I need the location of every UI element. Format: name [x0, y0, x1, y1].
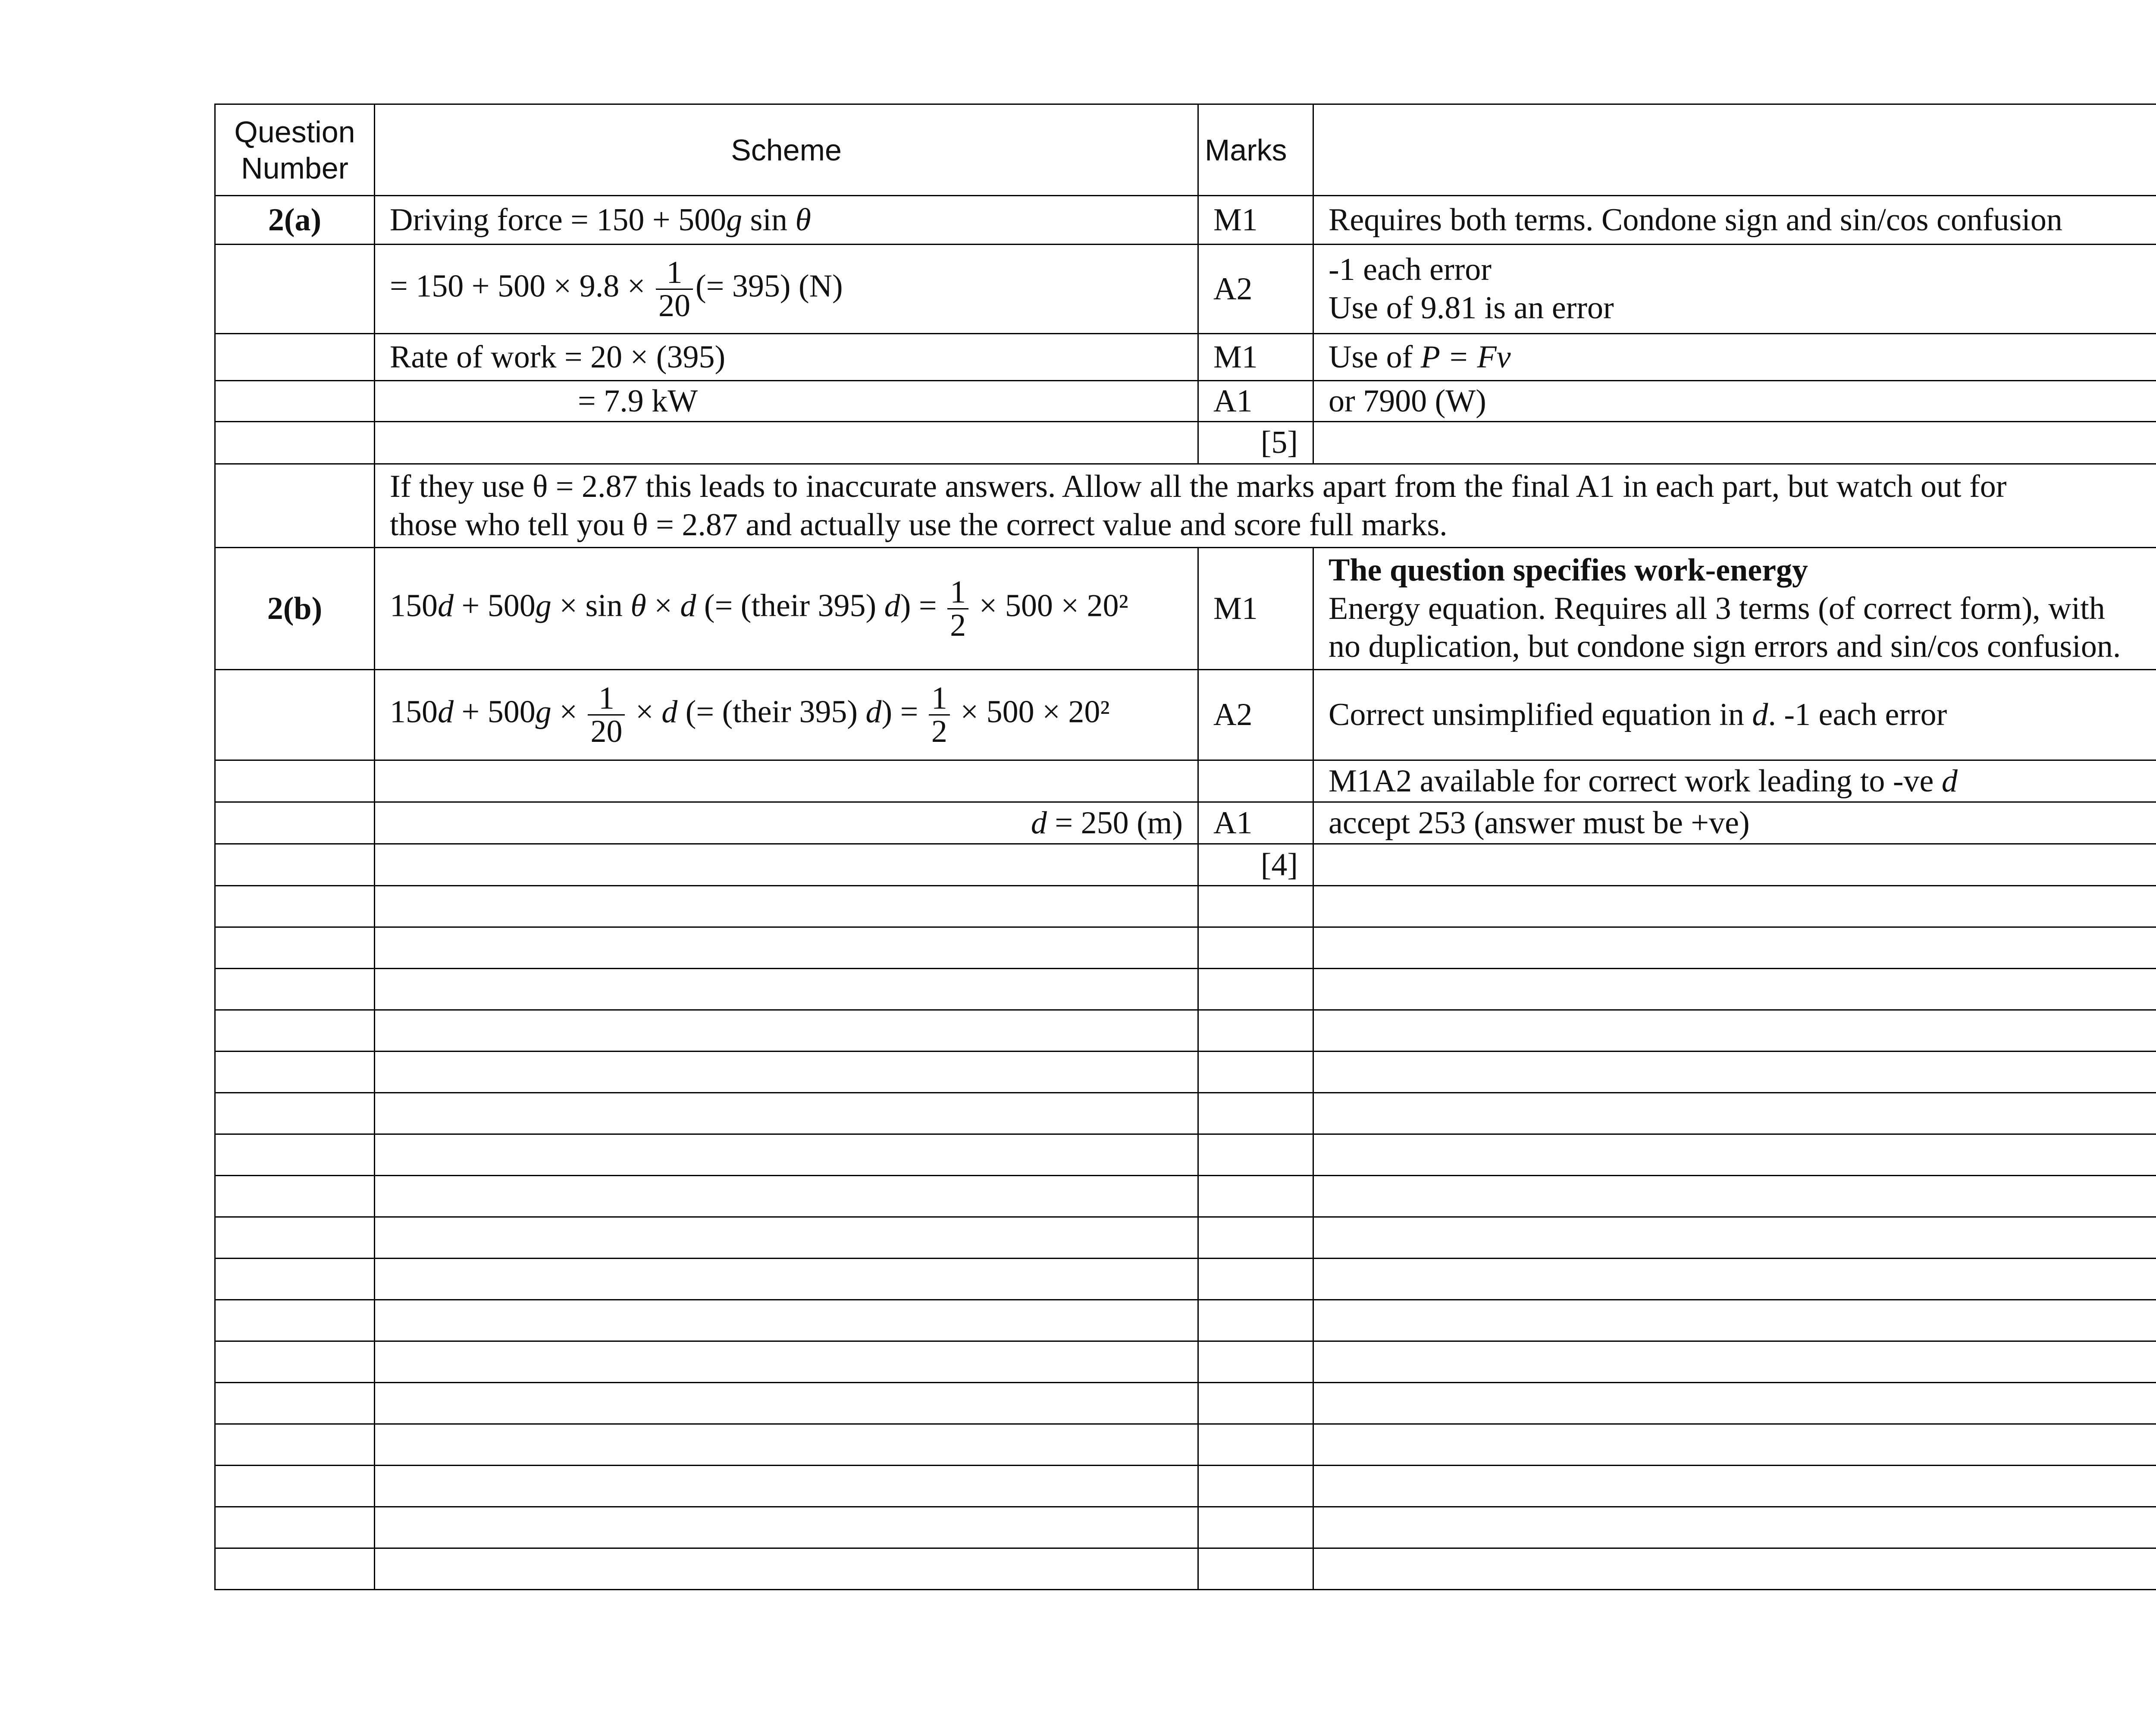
scheme-text: (= (their 395): [677, 694, 866, 730]
note-line: -1 each error: [1329, 252, 1492, 288]
scheme-var: θ: [630, 587, 646, 623]
scheme-text: ) =: [881, 694, 926, 730]
note-cell: [1313, 245, 2156, 334]
scheme-cell: [375, 548, 1198, 670]
scheme-text: + 500: [454, 694, 536, 730]
note-cell: [1313, 334, 2156, 381]
empty-row: [215, 1507, 2156, 1548]
scheme-text: + 500: [454, 587, 536, 623]
fraction-numerator: 1: [588, 682, 625, 716]
scheme-cell: [375, 760, 1198, 802]
question-label: [215, 381, 375, 422]
table-row: [215, 334, 2156, 381]
fraction-numerator: 1: [656, 257, 693, 290]
empty-row: [215, 1300, 2156, 1341]
table-row: [215, 245, 2156, 334]
table-row: [215, 760, 2156, 802]
scheme-text: (= 395) (N): [695, 268, 843, 304]
scheme-var: d: [865, 694, 882, 730]
empty-row: [215, 1383, 2156, 1424]
header-notes: [1313, 104, 2156, 196]
scheme-var: θ: [795, 202, 811, 238]
note-text: Use of: [1329, 339, 1421, 375]
scheme-var: d: [438, 587, 454, 623]
empty-row: [215, 1176, 2156, 1217]
empty-row: [215, 1134, 2156, 1176]
fraction: [947, 576, 968, 641]
note-line: Use of 9.81 is an error: [1329, 290, 1614, 326]
empty-row: [215, 1341, 2156, 1383]
scheme-var: g: [535, 587, 552, 623]
note-text: . -1 each error: [1768, 697, 1947, 733]
mark-cell: A1: [1198, 381, 1313, 422]
mark-cell: A2: [1198, 245, 1313, 334]
empty-row: [215, 1548, 2156, 1590]
mark-cell: M1: [1198, 334, 1313, 381]
empty-row: [215, 1093, 2156, 1134]
table-row: [215, 548, 2156, 670]
note-text: M1A2 available for correct work leading to -ve: [1329, 763, 1942, 799]
note-cell: [1313, 548, 2156, 670]
header-question-number: Question Number: [215, 104, 375, 196]
table-row: [215, 381, 2156, 422]
scheme-text: 150: [390, 587, 438, 623]
empty-row: [215, 1052, 2156, 1093]
scheme-var: d: [680, 587, 696, 623]
empty-row: [215, 1424, 2156, 1466]
mark-scheme-table: [214, 104, 2156, 1590]
header-scheme: Scheme: [375, 104, 1198, 196]
header-marks: Marks: [1198, 104, 1313, 196]
scheme-var: g: [535, 694, 552, 730]
general-note: [375, 464, 2156, 548]
total-marks: [5]: [1198, 422, 1313, 464]
scheme-cell: [375, 245, 1198, 334]
scheme-text: ×: [627, 694, 662, 730]
note-formula: P = Fv: [1420, 339, 1511, 375]
note-cell: [1313, 422, 2156, 464]
mark-cell: M1: [1198, 196, 1313, 245]
note-var: d: [1941, 763, 1958, 799]
scheme-cell: [375, 844, 1198, 886]
scheme-var: d: [884, 587, 900, 623]
note-cell: [1313, 670, 2156, 760]
scheme-var: d: [438, 694, 454, 730]
question-label: [215, 760, 375, 802]
question-label: [215, 670, 375, 760]
question-label: [215, 802, 375, 844]
scheme-cell: [375, 422, 1198, 464]
scheme-text: (= (their 395): [696, 587, 884, 623]
empty-row: [215, 1466, 2156, 1507]
table-row: [215, 422, 2156, 464]
question-label: [215, 245, 375, 334]
total-marks: [4]: [1198, 844, 1313, 886]
fraction: [656, 254, 693, 323]
scheme-text: × 500 × 20²: [971, 587, 1128, 623]
question-label: [215, 334, 375, 381]
table-row: [215, 464, 2156, 548]
note-var: d: [1752, 697, 1768, 733]
header-row: [215, 104, 2156, 196]
note-cell: accept 253 (answer must be +ve): [1313, 802, 2156, 844]
note-cell: [1313, 760, 2156, 802]
fraction-denominator: 2: [931, 714, 947, 749]
fraction-denominator: 20: [658, 288, 690, 323]
scheme-cell: = 7.9 kW: [375, 381, 1198, 422]
table-row: [215, 670, 2156, 760]
fraction-denominator: 2: [950, 607, 966, 643]
scheme-text: = 150 + 500 × 9.8 ×: [390, 268, 653, 304]
scheme-var: d: [1031, 805, 1047, 841]
note-line: no duplication, but condone sign errors and sin/cos confusion.: [1329, 629, 2121, 665]
fraction-numerator: 1: [947, 576, 968, 609]
mark-cell: A1: [1198, 802, 1313, 844]
scheme-text: = 250 (m): [1047, 805, 1183, 841]
note-title: The question specifies work-energy: [1329, 552, 1808, 588]
note-text: Correct unsimplified equation in: [1329, 697, 1752, 733]
empty-row: [215, 969, 2156, 1010]
question-label: [215, 422, 375, 464]
scheme-var: d: [661, 694, 678, 730]
scheme-cell: [375, 802, 1198, 844]
note-line: those who tell you θ = 2.87 and actually use the correct value and score full marks.: [390, 507, 1448, 543]
fraction: [929, 682, 950, 747]
scheme-text: ) =: [900, 587, 945, 623]
fraction: [588, 682, 625, 747]
scheme-var: g: [726, 202, 743, 238]
fraction-denominator: 20: [590, 714, 623, 749]
table-row: [215, 196, 2156, 245]
fraction-numerator: 1: [929, 682, 950, 716]
note-cell: Requires both terms. Condone sign and sin/cos confusion: [1313, 196, 2156, 245]
scheme-cell: Rate of work = 20 × (395): [375, 334, 1198, 381]
scheme-text: 150: [390, 694, 438, 730]
empty-row: [215, 927, 2156, 969]
empty-row: [215, 1217, 2156, 1259]
mark-cell: M1: [1198, 548, 1313, 670]
question-label: 2(b): [215, 548, 375, 670]
scheme-text: ×: [551, 694, 586, 730]
note-line: Energy equation. Requires all 3 terms (of correct form), with: [1329, 590, 2105, 626]
scheme-text: × 500 × 20²: [952, 694, 1110, 730]
scheme-cell: [375, 196, 1198, 245]
note-line: If they use θ = 2.87 this leads to inaccurate answers. Allow all the marks apart from the final A1 in each part, but watch out for: [390, 468, 2007, 504]
empty-row: [215, 1010, 2156, 1052]
question-label: [215, 464, 375, 548]
scheme-text: Driving force = 150 + 500: [390, 202, 727, 238]
note-cell: or 7900 (W): [1313, 381, 2156, 422]
question-label: [215, 844, 375, 886]
question-label: 2(a): [215, 196, 375, 245]
scheme-text: ×: [646, 587, 680, 623]
scheme-text: sin: [742, 202, 796, 238]
scheme-text: × sin: [551, 587, 631, 623]
empty-row: [215, 1259, 2156, 1300]
mark-cell: A2: [1198, 670, 1313, 760]
mark-cell: [1198, 760, 1313, 802]
note-cell: [1313, 844, 2156, 886]
empty-row: [215, 886, 2156, 927]
scheme-cell: [375, 670, 1198, 760]
table-row: [215, 844, 2156, 886]
table-row: [215, 802, 2156, 844]
